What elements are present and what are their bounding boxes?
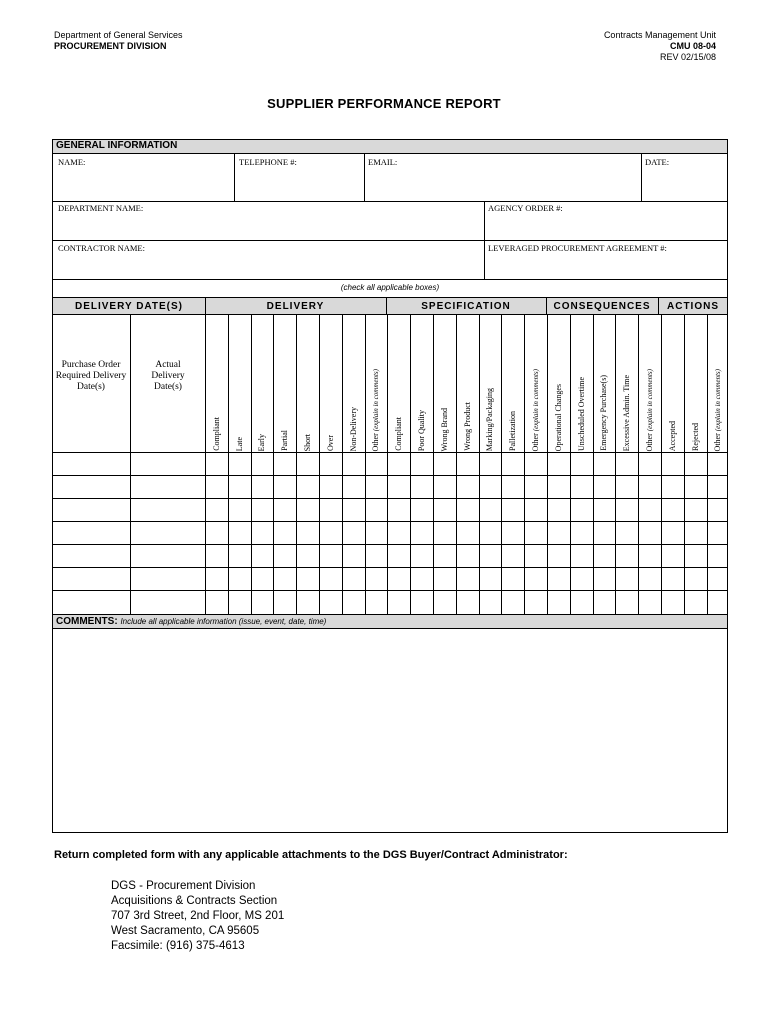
department-name: Department of General Services (54, 30, 183, 40)
column-header: Other (explain in comments) (645, 368, 655, 451)
comments-area[interactable] (53, 629, 727, 832)
column-header: Short (303, 433, 313, 451)
column-header: Non-Delivery (348, 406, 358, 451)
column-header: Late (234, 436, 244, 451)
column-header: Rejected (690, 423, 700, 451)
comments-bar (53, 614, 727, 629)
header-right (604, 30, 716, 63)
column-header: Compliant (394, 417, 404, 451)
column-header: Other (explain in comments) (531, 368, 541, 451)
column-header: Wrong Brand (439, 407, 449, 451)
check-note: (check all applicable boxes) (340, 283, 440, 292)
po-date-header: Purchase Order Required Delivery Date(s) (55, 360, 127, 392)
mailing-address (111, 879, 284, 954)
general-info-heading: GENERAL INFORMATION (53, 140, 727, 154)
column-header: Palletization (508, 411, 518, 451)
column-header: Over (325, 435, 335, 451)
lpa-field[interactable]: LEVERAGED PROCUREMENT AGREEMENT #: (488, 243, 667, 253)
column-header: Other (explain in comments) (713, 368, 723, 451)
column-header: Early (257, 433, 267, 451)
header-left (54, 30, 183, 52)
column-header: Compliant (211, 417, 221, 451)
column-header: Partial (280, 430, 290, 451)
revision: REV 02/15/08 (659, 52, 716, 62)
unit-name: Contracts Management Unit (603, 30, 716, 40)
report-form (52, 139, 728, 833)
page-title: SUPPLIER PERFORMANCE REPORT (267, 96, 501, 111)
column-header: Poor Quality (417, 409, 427, 451)
agency-order-field[interactable]: AGENCY ORDER #: (488, 203, 563, 213)
actual-date-header: Actual Delivery Date(s) (151, 360, 185, 392)
actions-heading: ACTIONS (667, 301, 719, 312)
address-line: Facsimile: (916) 375-4613 (111, 940, 245, 952)
form-number: CMU 08-04 (669, 41, 716, 51)
address-line: DGS - Procurement Division (111, 880, 256, 892)
column-header: Emergency Purchase(s) (599, 375, 609, 451)
return-instructions: Return completed form with any applicable attachments to the DGS Buyer/Contract Administrator: (54, 849, 568, 861)
column-header: Unscheduled Overtime (576, 377, 586, 451)
column-header: Other (explain in comments) (371, 368, 381, 451)
contractor-field[interactable]: CONTRACTOR NAME: (58, 243, 145, 253)
comments-note: Include all applicable information (issue, event, date, time) (120, 617, 327, 626)
specification-heading: SPECIFICATION (421, 301, 511, 312)
comments-label: COMMENTS: (56, 616, 118, 627)
column-header: Accepted (667, 420, 677, 451)
address-line: West Sacramento, CA 95605 (111, 925, 260, 937)
email-field[interactable]: EMAIL: (368, 157, 398, 167)
address-line: Acquisitions & Contracts Section (111, 895, 278, 907)
column-header: Excessive Admin. Time (622, 374, 632, 451)
column-header: Marking/Packaging (485, 387, 495, 451)
delivery-heading: DELIVERY (266, 301, 325, 312)
name-field[interactable]: NAME: (58, 157, 86, 167)
address-line: 707 3rd Street, 2nd Floor, MS 201 (111, 910, 285, 922)
delivery-dates-heading: DELIVERY DATE(S) (74, 301, 184, 312)
department-field[interactable]: DEPARTMENT NAME: (58, 203, 144, 213)
column-header: Operational Changes (553, 383, 563, 451)
column-header: Wrong Product (462, 402, 472, 451)
division-name: PROCUREMENT DIVISION (54, 41, 167, 51)
date-field[interactable]: DATE: (645, 157, 670, 167)
telephone-field[interactable]: TELEPHONE #: (239, 157, 297, 167)
consequences-heading: CONSEQUENCES (553, 301, 651, 312)
